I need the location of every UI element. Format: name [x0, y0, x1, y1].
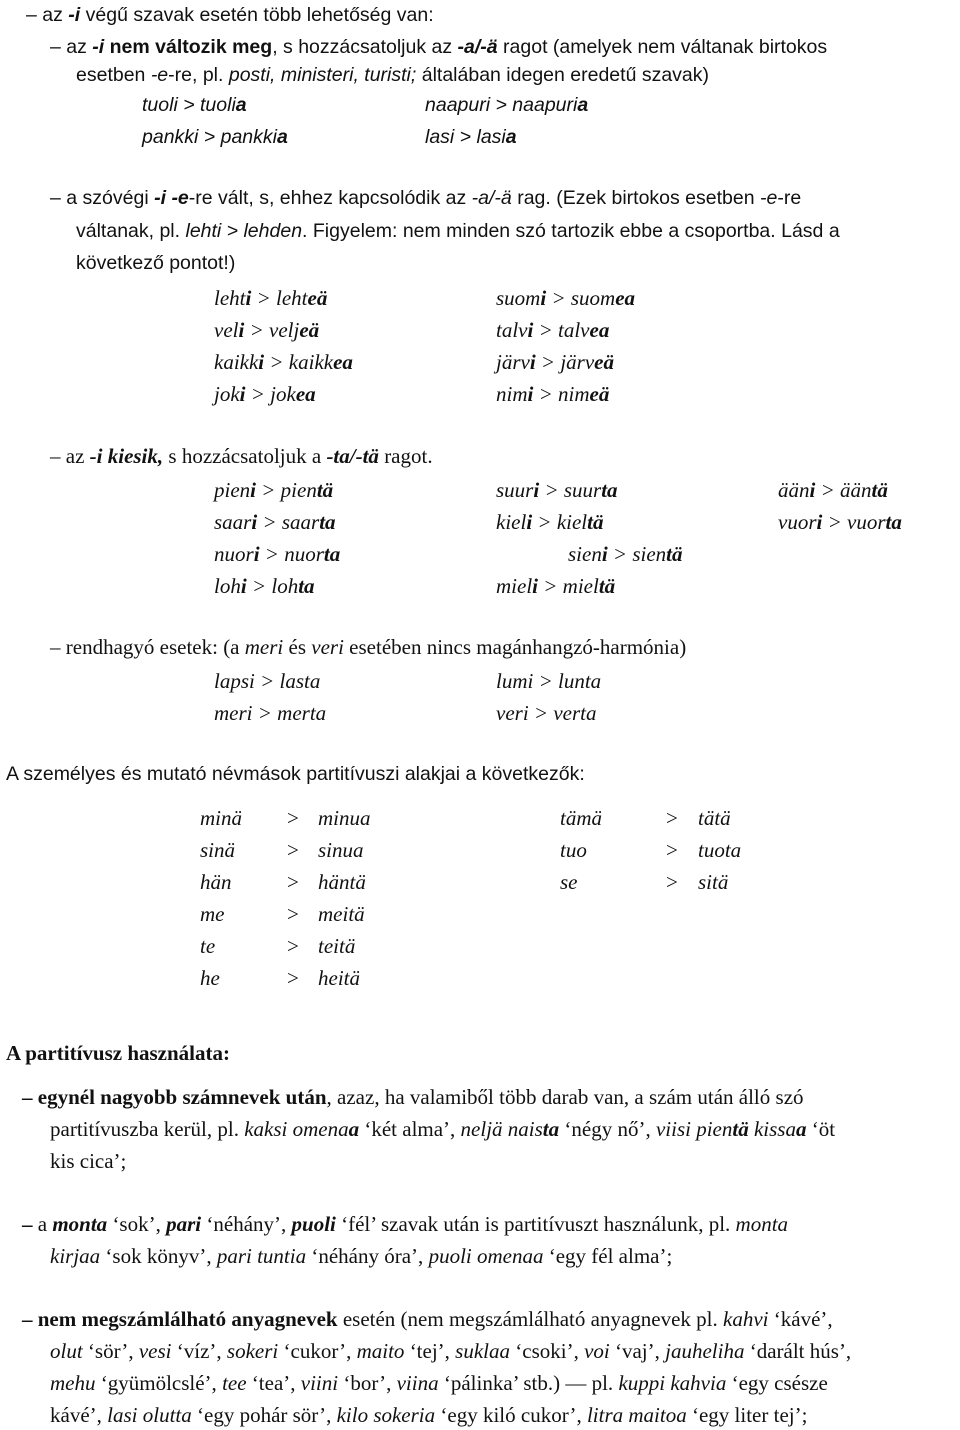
word-veli: veli > veljeä: [214, 318, 320, 342]
numerals-line-2: partitívuszba kerül, pl. kaksi omenaa ‘két alma’, neljä naista ‘négy nő’, viisi pientä kissaa ‘öt: [50, 1117, 836, 1141]
word-saari: saari > saarta: [214, 510, 336, 534]
mass-line-2: olut ‘sör’, vesi ‘víz’, sokeri ‘cukor’, maito ‘tej’, suklaa ‘csoki’, voi ‘vaj’, jauheliha ‘darált hús’,: [50, 1339, 852, 1363]
word-aani: ääni > ääntä: [778, 478, 888, 502]
partitive: minua: [318, 806, 371, 830]
word-kieli: kieli > kieltä: [496, 510, 604, 534]
word-suomi: suomi > suomea: [496, 286, 636, 310]
arrow: >: [287, 966, 299, 990]
no-change-line-1: – az -i nem változik meg, s hozzácsatoljuk az -a/-ä ragot (amelyek nem váltanak birtokos: [50, 36, 828, 58]
example-lasi: lasi > lasia: [425, 126, 517, 148]
to-e-line-3: következő pontot!): [76, 252, 236, 274]
word-lehti: lehti > lehteä: [214, 286, 328, 310]
partitive: teitä: [318, 934, 356, 958]
mass-line-1: – nem megszámlálható anyagnevek esetén (nem megszámlálható anyagnevek pl. kahvi ‘kávé’,: [22, 1307, 833, 1331]
partitive: heitä: [318, 966, 360, 990]
numerals-line-1: – egynél nagyobb számnevek után, azaz, ha valamiből több darab van, a szám után álló szó: [22, 1085, 804, 1109]
partitive: sitä: [698, 870, 729, 894]
arrow: >: [287, 838, 299, 862]
example-naapuri: naapuri > naapuria: [425, 94, 589, 116]
word-joki: joki > jokea: [214, 382, 316, 406]
pronouns-intro: A személyes és mutató névmások partitívuszi alakjai a következők:: [6, 763, 585, 785]
word-jarvi: järvi > järveä: [496, 350, 614, 374]
arrow: >: [287, 934, 299, 958]
word-talvi: talvi > talvea: [496, 318, 610, 342]
word-lohi: lohi > lohta: [214, 574, 315, 598]
usage-heading: A partitívusz használata:: [6, 1041, 231, 1065]
arrow: >: [287, 902, 299, 926]
arrow: >: [666, 870, 678, 894]
mass-line-3: mehu ‘gyümölcslé’, tee ‘tea’, viini ‘bor’, viina ‘pálinka’ stb.) — pl. kuppi kahvia ‘egy csésze: [50, 1371, 828, 1395]
pronoun: sinä: [200, 838, 236, 862]
pronoun: te: [200, 934, 216, 958]
irregular-line: – rendhagyó esetek: (a meri és veri esetében nincs magánhangzó-harmónia): [50, 635, 687, 659]
word-meri: meri > merta: [214, 701, 327, 725]
to-e-line-1: – a szóvégi -i -e-re vált, s, ehhez kapcsolódik az -a/-ä rag. (Ezek birtokos esetben -e-re: [50, 187, 802, 209]
word-mieli: mieli > mieltä: [496, 574, 616, 598]
word-sieni: sieni > sientä: [568, 542, 683, 566]
pronoun: minä: [200, 806, 242, 830]
word-pieni: pieni > pientä: [214, 478, 334, 502]
arrow: >: [666, 806, 678, 830]
word-suuri: suuri > suurta: [496, 478, 618, 502]
pronoun: he: [200, 966, 220, 990]
example-tuoli: tuoli > tuolia: [142, 94, 247, 116]
heading-i-ending: – az -i végű szavak esetén több lehetőség van:: [26, 4, 434, 26]
pronoun: tämä: [560, 806, 602, 830]
partitive: meitä: [318, 902, 365, 926]
partitive: tuota: [698, 838, 742, 862]
word-veri: veri > verta: [496, 701, 597, 725]
word-kaikki: kaikki > kaikkea: [214, 350, 353, 374]
word-lapsi: lapsi > lasta: [214, 669, 321, 693]
pronoun: tuo: [560, 838, 587, 862]
numerals-line-3: kis cica’;: [50, 1149, 127, 1173]
quantifiers-line-1: – a monta ‘sok’, pari ‘néhány’, puoli ‘fél’ szavak után is partitívuszt használunk, pl. monta: [22, 1212, 789, 1236]
partitive: sinua: [318, 838, 364, 862]
arrow: >: [287, 806, 299, 830]
no-change-line-2: esetben -e-re, pl. posti, ministeri, turisti; általában idegen eredetű szavak): [76, 64, 710, 86]
pronoun: me: [200, 902, 225, 926]
word-lumi: lumi > lunta: [496, 669, 602, 693]
arrow: >: [287, 870, 299, 894]
word-nimi: nimi > nimeä: [496, 382, 610, 406]
pronoun: hän: [200, 870, 232, 894]
arrow: >: [666, 838, 678, 862]
drops-line: – az -i kiesik, s hozzácsatoljuk a -ta/-tä ragot.: [50, 444, 433, 468]
pronoun: se: [560, 870, 578, 894]
partitive: häntä: [318, 870, 366, 894]
word-vuori: vuori > vuorta: [778, 510, 902, 534]
example-pankki: pankki > pankkia: [142, 126, 288, 148]
mass-line-4: kávé’, lasi olutta ‘egy pohár sör’, kilo sokeria ‘egy kiló cukor’, litra maitoa ‘egy liter tej’;: [50, 1403, 808, 1427]
partitive: tätä: [698, 806, 731, 830]
quantifiers-line-2: kirjaa ‘sok könyv’, pari tuntia ‘néhány óra’, puoli omenaa ‘egy fél alma’;: [50, 1244, 673, 1268]
word-nuori: nuori > nuorta: [214, 542, 341, 566]
to-e-line-2: váltanak, pl. lehti > lehden. Figyelem: nem minden szó tartozik ebbe a csoportba. Lásd a: [76, 220, 840, 242]
